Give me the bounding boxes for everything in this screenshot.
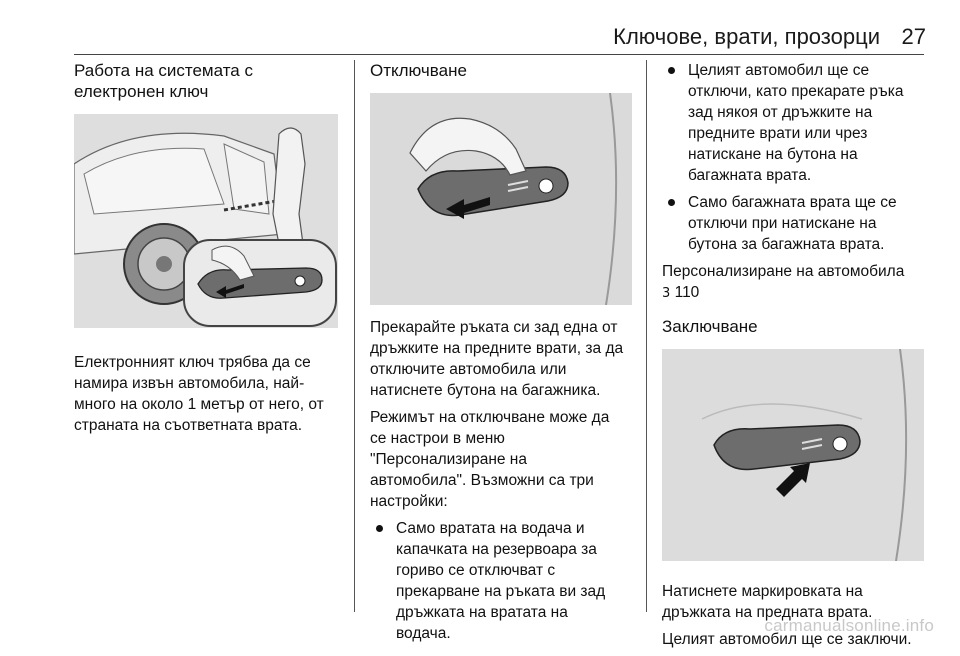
paragraph-lock-result: Целият автомобил ще се заключи. <box>662 631 912 648</box>
section-heading-lock: Заключване <box>662 317 758 336</box>
paragraph-electronic-key: Електронният ключ трябва да се намира извън автомобила, най- много на около 1 метър от него, от страната на съответната врата. <box>74 354 324 434</box>
door-handle-lock-illustration <box>662 349 924 561</box>
door-handle-unlock-illustration <box>370 93 632 305</box>
section-heading-electronic-key: Работа на системата с електронен ключ <box>74 61 253 101</box>
page-reference-arrow-icon: 3 <box>662 286 671 301</box>
running-header-title: Ключове, врати, прозорци <box>613 24 880 49</box>
column-2 <box>370 60 636 650</box>
list-item: Само багажната врата ще се отключи при натискане на бутона за багажната врата. <box>662 192 928 255</box>
column-3 <box>662 60 928 656</box>
figure-unlock-handle <box>370 93 632 305</box>
column-divider-2 <box>646 60 647 612</box>
paragraph-unlock: Прекарайте ръката си зад една от дръжките на предните врати, за да отключите автомобила или натиснете бутона на багажника. <box>370 319 624 399</box>
section-heading-unlock: Отключване <box>370 61 467 80</box>
column-divider-1 <box>354 60 355 612</box>
bullet-dot <box>668 199 675 206</box>
bullet-dot <box>376 525 383 532</box>
list-item: Само вратата на водача и капачката на резервоара за гориво се отключват с прекарване на ръката ви зад дръжката на вратата на водача. <box>370 518 636 644</box>
column-1 <box>74 60 346 442</box>
page-reference-link[interactable]: 110 <box>674 284 700 301</box>
paragraph-personalization-reference: Персонализиране на автомобила 3 110 <box>662 263 905 301</box>
car-illustration <box>74 114 338 328</box>
bullet-dot <box>668 67 675 74</box>
figure-car-with-person <box>74 114 338 328</box>
header-rule <box>74 54 924 55</box>
watermark-text: carmanualsonline.info <box>764 616 934 635</box>
unlock-options-list <box>370 518 636 644</box>
page-number: 27 <box>901 24 926 49</box>
paragraph-lock-instruction: Натиснете маркировката на дръжката на предната врата. <box>662 583 873 621</box>
unlock-options-list-continued <box>662 60 928 255</box>
figure-lock-handle <box>662 349 924 561</box>
list-item: Целият автомобил ще се отключи, като прекарате ръка зад някоя от дръжките на предните врати или чрез натискане на бутона на багажната врата. <box>662 60 928 186</box>
paragraph-unlock-settings: Режимът на отключване може да се настрои в меню "Персонализиране на автомобила". Възможни са три настройки: <box>370 409 610 510</box>
